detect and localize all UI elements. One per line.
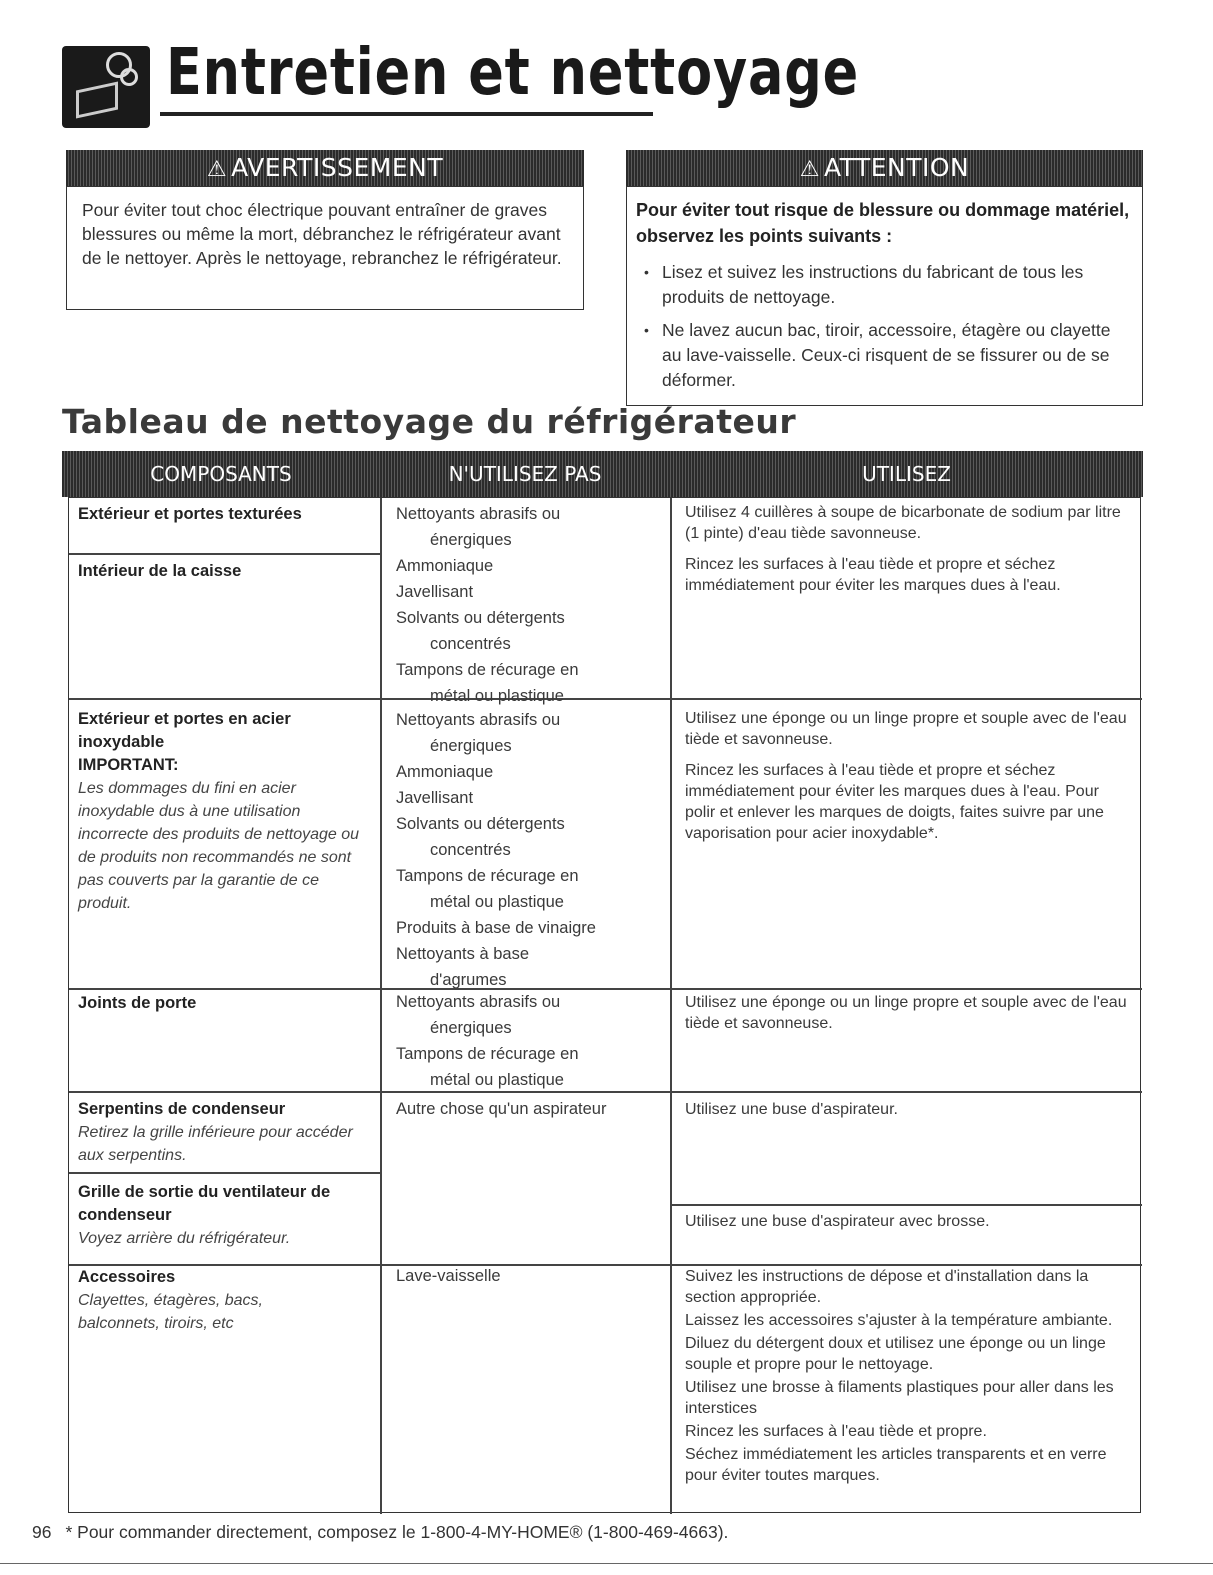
component-door-gaskets: Joints de porte [78, 994, 197, 1012]
page-number: 96 [32, 1522, 52, 1542]
section-title: Tableau de nettoyage du réfrigérateur [62, 402, 797, 441]
component-condenser-coils: Serpentins de condenseur Retirez la grille inférieure pour accéder aux serpentins. [78, 1100, 353, 1164]
column-header-dont-use: N'UTILISEZ PAS [448, 462, 602, 486]
list-item: • Lisez et suivez les instructions du fabricant de tous les produits de nettoyage. [640, 260, 1130, 310]
dont-use-list: Nettoyants abrasifs ou énergiques Ammoniaque Javellisant Solvants ou détergents concentrés Tampons de récurage en métal ou plastique [396, 505, 579, 705]
warning-text: Pour éviter tout choc électrique pouvant entraîner de graves blessures ou même la mort, débranchez le réfrigérateur avant de le nettoyer. Après le nettoyage, rebranchez le réfrigérateur. [82, 200, 562, 268]
use-instructions: Utilisez une éponge ou un linge propre et souple avec de l'eau tiède et savonneuse. [685, 994, 1127, 1032]
footer [32, 1522, 728, 1543]
warning-triangle-icon: ⚠ [206, 157, 228, 182]
title-underline [160, 112, 653, 116]
attention-heading: Pour éviter tout risque de blessure ou dommage matériel, observez les points suivants : [636, 200, 1130, 246]
attention-list [640, 260, 1130, 401]
footer-note: * Pour commander directement, composez le 1-800-4-MY-HOME® (1-800-469-4663). [65, 1522, 729, 1542]
list-item: • Ne lavez aucun bac, tiroir, accessoire, étagère ou clayette au lave-vaisselle. Ceux-ci risquent de se fissurer ou de se déformer. [640, 318, 1130, 393]
table-header [62, 451, 1143, 497]
component-condenser-fan-grille: Grille de sortie du ventilateur de condenseur Voyez arrière du réfrigérateur. [78, 1183, 331, 1247]
caution-triangle-icon: ⚠ [799, 157, 820, 182]
use-instructions: Utilisez une éponge ou un linge propre et souple avec de l'eau tiède et savonneuse. Rincez les surfaces à l'eau tiède et propre et séchez immédiatement pour éviter les marques dues à l'eau. Pour polir et enlever les marques de doigts, faites suivre par une vaporisation pour acier inoxydable*. [685, 710, 1127, 842]
cleaning-spray-icon [62, 46, 150, 128]
warning-banner: ⚠ AVERTISSEMENT [66, 150, 584, 186]
dont-use-list: Nettoyants abrasifs ou énergiques Tampons de récurage en métal ou plastique [396, 993, 579, 1089]
component-accessories: Accessoires Clayettes, étagères, bacs, balconnets, tiroirs, etc [78, 1268, 263, 1332]
use-instructions: Utilisez 4 cuillères à soupe de bicarbonate de sodium par litre (1 pinte) d'eau tiède savonneuse. Rincez les surfaces à l'eau tiède et propre et séchez immédiatement pour éviter les marques dues à l'eau. [685, 504, 1121, 594]
important-label: IMPORTANT: [78, 756, 179, 774]
dont-use-list: Autre chose qu'un aspirateur [396, 1100, 607, 1118]
use-instructions: Suivez les instructions de dépose et d'installation dans la section appropriée. Laissez les accessoires s'ajuster à la température ambiante. Diluez du détergent doux et utilisez une éponge ou un linge souple et propre pour le nettoyage. Utilisez une brosse à filaments plastiques pour aller dans les interstices Rincez les surfaces à l'eau tiède et propre. Séchez immédiatement les articles transparents et en verre pour éviter toutes marques. [685, 1268, 1114, 1484]
dont-use-list: Lave-vaisselle [396, 1267, 501, 1285]
attention-banner: ⚠ ATTENTION [626, 150, 1143, 186]
use-instructions: Utilisez une buse d'aspirateur avec brosse. [685, 1213, 990, 1230]
bottom-rule [0, 1563, 1213, 1564]
component-exterior-textured: Extérieur et portes texturées [78, 505, 302, 523]
column-header-use: UTILISEZ [862, 462, 951, 486]
component-interior-cabinet: Intérieur de la caisse [78, 562, 242, 580]
dont-use-list: Nettoyants abrasifs ou énergiques Ammoniaque Javellisant Solvants ou détergents concentrés Tampons de récurage en métal ou plastique Produits à base de vinaigre Nettoyants à base d'agrumes [396, 711, 596, 989]
column-header-components: COMPOSANTS [150, 462, 292, 486]
component-stainless-steel: Extérieur et portes en acier inoxydable IMPORTANT: Les dommages du fini en acier inoxydable dus à une utilisation incorrecte des produits de nettoyage ou de produits non recommandés ne sont pas couverts par la garantie de ce produit. [78, 708, 368, 915]
page-title: Entretien et nettoyage [166, 36, 860, 110]
use-instructions: Utilisez une buse d'aspirateur. [685, 1101, 898, 1118]
